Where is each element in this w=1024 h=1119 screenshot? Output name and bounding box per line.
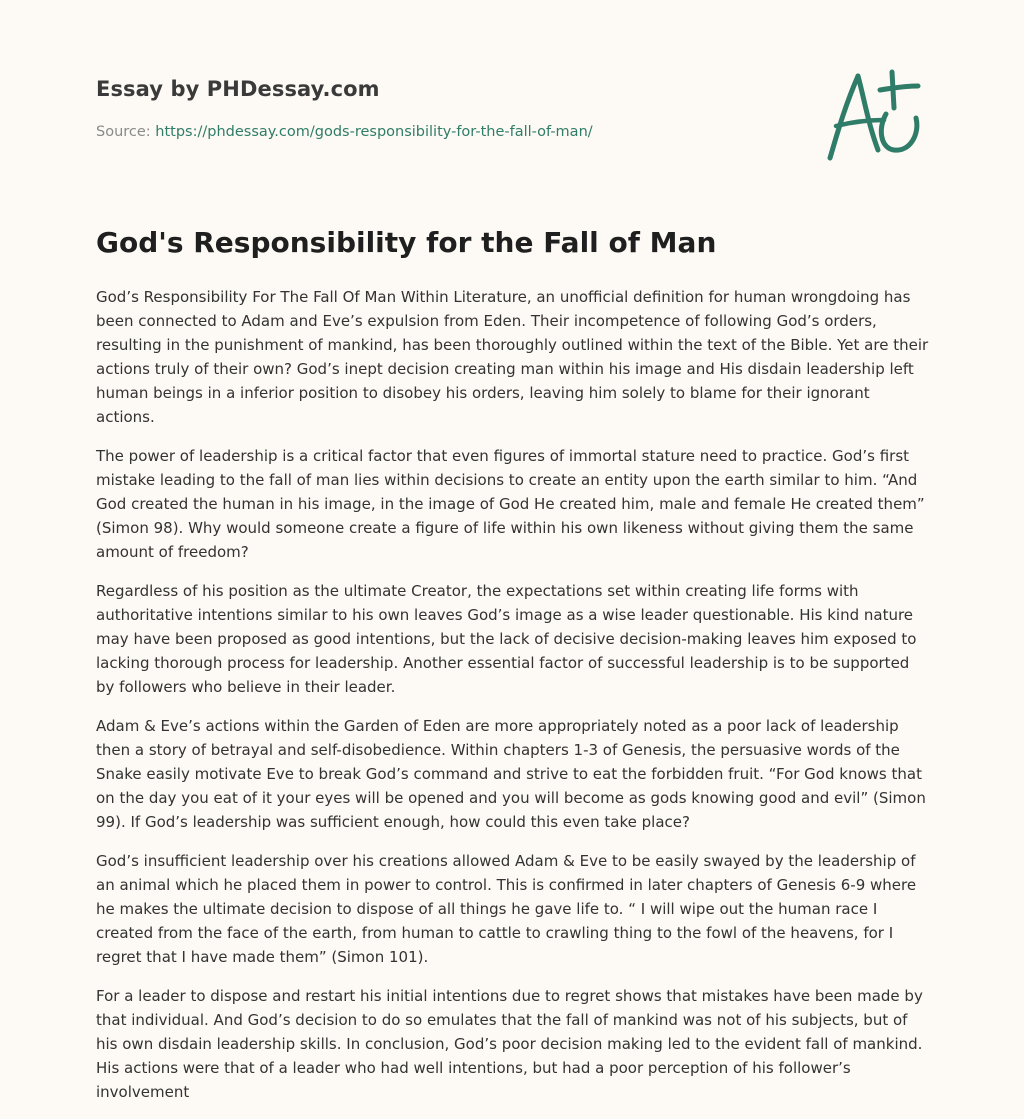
essay-paragraph: God’s insufficient leadership over his creations allowed Adam & Eve to be easily swayed by the leadership of an animal which he placed them in power to control. This is confirmed in later chapters of Genesis 6-9 where he makes the ultimate decision to dispose of all things he gave life to. “ I will wipe out the human race I created from the face of the earth, from human to cattle to crawling thing to the fowl of the heavens, for I regret that I have made them” (Simon 101). [96,852,917,966]
site-brand: Essay by PHDessay.com [96,77,380,101]
a-plus-logo-icon [822,68,926,164]
essay-title: God's Responsibility for the Fall of Man [96,226,717,259]
essay-paragraph: God’s Responsibility For The Fall Of Man Within Literature, an unofficial definition for human wrongdoing has been connected to Adam and Eve’s expulsion from Eden. Their incompetence of following God’s orders, resulting in the punishment of mankind, has been thoroughly outlined within the text of the Bible. Yet are their actions truly of their own? God’s inept decision creating man within his image and His disdain leadership left human beings in a inferior position to disobey his orders, leaving him solely to blame for their ignorant actions. [96,288,929,426]
source-link[interactable]: https://phdessay.com/gods-responsibility-for-the-fall-of-man/ [155,124,593,140]
essay-paragraph: The power of leadership is a critical factor that even figures of immortal stature need to practice. God’s first mistake leading to the fall of man lies within decisions to create an entity upon the earth similar to him. “And God created the human in his image, in the image of God He created him, male and female He created them” (Simon 98). Why would someone create a figure of life within his own likeness without giving them the same amount of freedom? [96,447,925,561]
essay-paragraph: Regardless of his position as the ultimate Creator, the expectations set within creating life forms with authoritative intentions similar to his own leaves God’s image as a wise leader questionable. His kind nature may have been proposed as good intentions, but the lack of decisive decision-making leaves him exposed to lacking thorough process for leadership. Another essential factor of successful leadership is to be supported by followers who believe in their leader. [96,582,917,696]
essay-body [96,285,932,1119]
source-line [96,124,593,140]
essay-paragraph: For a leader to dispose and restart his initial intentions due to regret shows that mistakes have been made by that individual. And God’s decision to do so emulates that the fall of mankind was not of his subjects, but of his own disdain leadership skills. In conclusion, God’s poor decision making led to the evident fall of mankind. His actions were that of a leader who had well intentions, but had a poor perception of his follower’s involvement [96,987,923,1101]
source-label: Source: [96,124,156,140]
essay-paragraph: Adam & Eve’s actions within the Garden of Eden are more appropriately noted as a poor lack of leadership then a story of betrayal and self-disobedience. Within chapters 1-3 of Genesis, the persuasive words of the Snake easily motivate Eve to break God’s command and strive to eat the forbidden fruit. “For God knows that on the day you eat of it your eyes will be opened and you will become as gods knowing good and evil” (Simon 99). If God’s leadership was sufficient enough, how could this even take place? [96,717,926,831]
